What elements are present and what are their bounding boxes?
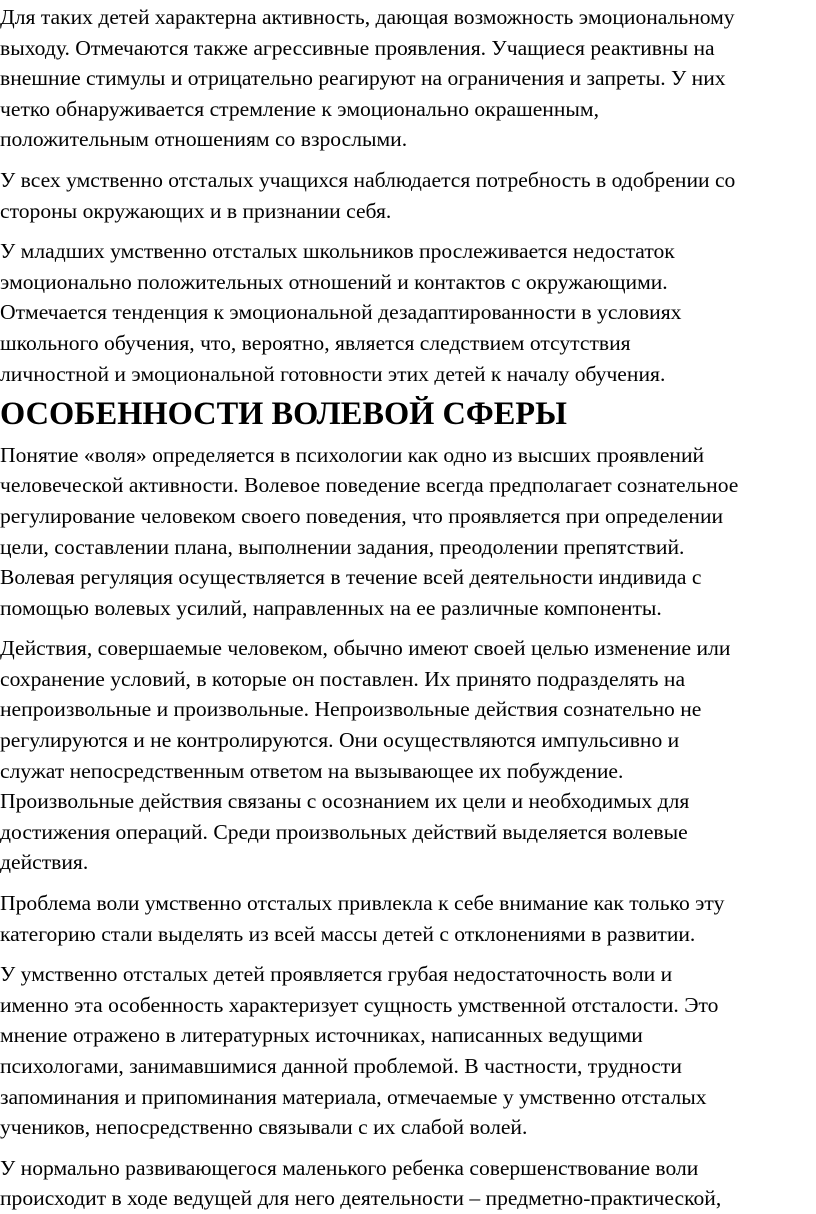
paragraph-will-definition: Понятие «воля» определяется в психологии как одно из высших проявлений человеческой активности. Волевое поведение всегда предполагает сознательное регулирование человеком своего поведения, что проявляется при определении цели, составлении плана, выполнении задания, преодолении препятствий. Волевая регуляция осуществляется в течение всей деятельности индивида с помощью волевых усилий, направленных на ее различные компоненты. <box>0 442 739 620</box>
section-heading: ОСОБЕННОСТИ ВОЛЕВОЙ СФЕРЫ <box>0 396 567 433</box>
paragraph-emotional-maladaptation: У младших умственно отсталых школьников прослеживается недостаток эмоционально положительных отношений и контактов с окружающими. Отмечается тенденция к эмоциональной дезадаптированности в условиях школьного обучения, что, вероятно, является следствием отсутствия личностной и эмоциональной готовности этих детей к началу обучения. <box>0 239 682 386</box>
paragraph-will-development: У нормально развивающегося маленького ребенка совершенствование воли происходит в ходе ведущей для него деятельности – предметно-практической, <box>0 1155 722 1211</box>
paragraph-voluntary-actions: Действия, совершаемые человеком, обычно имеют своей целью изменение или сохранение условий, в которые он поставлен. Их принято подразделять на непроизвольные и произвольные. Непроизвольные действия сознательно не регулируются и не контролируются. Они осуществляются импульсивно и служат непосредственным ответом на вызывающее их побуждение. Произвольные действия связаны с осознанием их цели и необходимых для достижения операций. Среди произвольных действий выделяется волевые действия. <box>0 636 731 875</box>
paragraph-will-problem: Проблема воли умственно отсталых привлекла к себе внимание как только эту категорию стали выделять из всей массы детей с отклонениями в развитии. <box>0 891 725 946</box>
paragraph-need-for-approval: У всех умственно отсталых учащихся наблюдается потребность в одобрении со стороны окружающих и в признании себя. <box>0 167 736 223</box>
paragraph-emotional-activity: Для таких детей характерна активность, дающая возможность эмоциональному выходу. Отмечаются также агрессивные проявления. Учащиеся реактивны на внешние стимулы и отрицательно реагируют на ограничения и запреты. У них четко обнаруживается стремление к эмоционально окрашенным, положительным отношениям со взрослыми. <box>0 5 735 152</box>
paragraph-will-insufficiency: У умственно отсталых детей проявляется грубая недостаточность воли и именно эта особенность характеризует сущность умственной отсталости. Это мнение отражено в литературных источниках, написанных ведущими психологами, занимавшимися данной проблемой. В частности, трудности запоминания и припоминания материала, отмечаемые у умственно отсталых учеников, непосредственно связывали с их слабой волей. <box>0 962 719 1140</box>
